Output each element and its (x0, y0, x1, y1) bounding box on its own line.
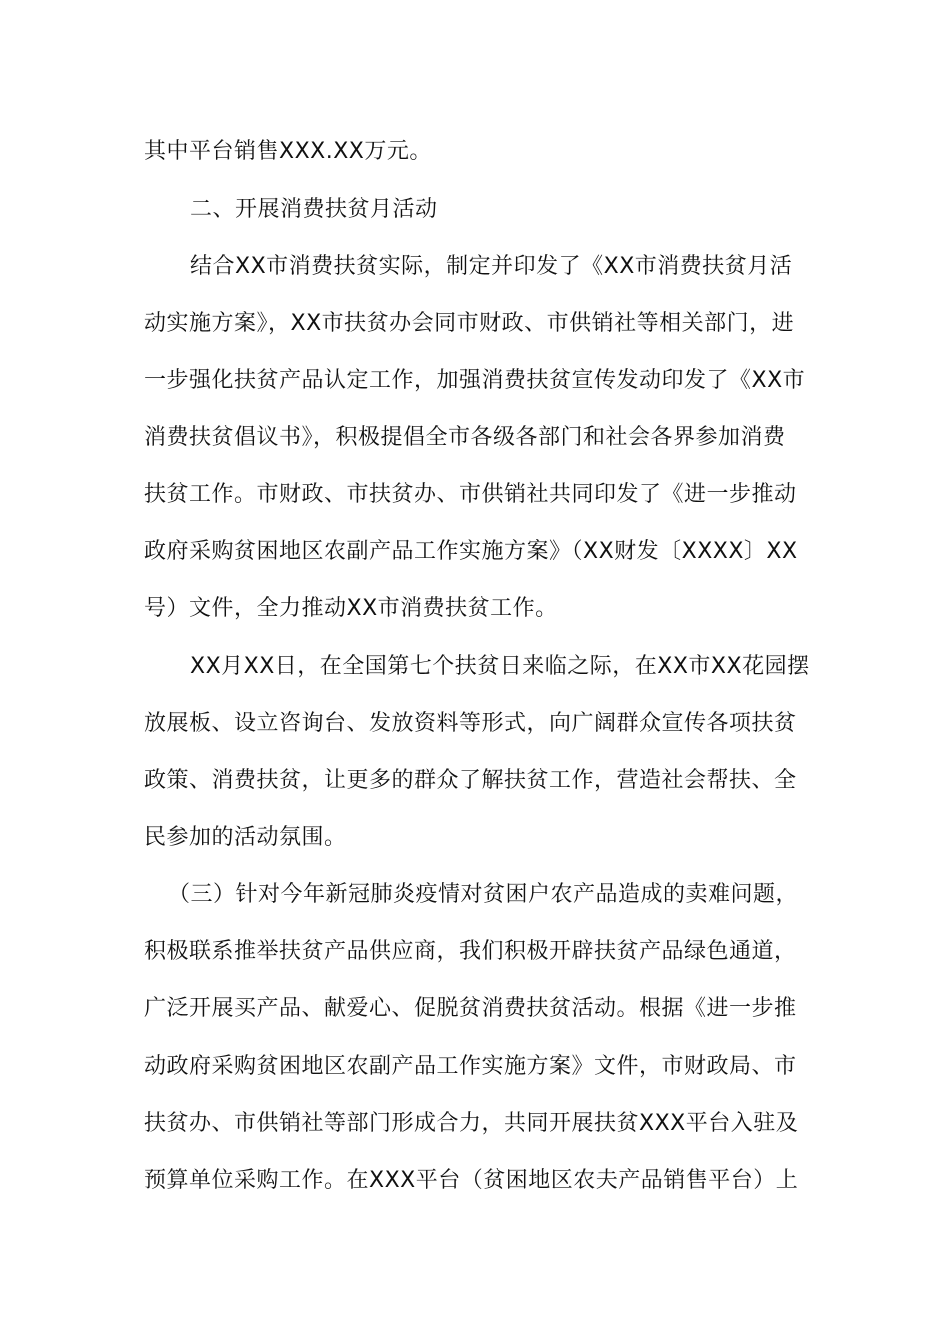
text-line-1: 其中平台销售XXX.XX万元。 (144, 139, 432, 164)
text-line-14: （三）针对今年新冠肺炎疫情对贫困户农产品造成的卖难问题， (168, 882, 799, 907)
text-line-19: 预算单位采购工作。在XXX平台（贫困地区农夫产品销售平台）上 (144, 1168, 799, 1193)
text-line-18: 扶贫办、市供销社等部门形成合力，共同开展扶贫XXX平台入驻及 (144, 1111, 799, 1136)
section-heading: 二、开展消费扶贫月活动 (190, 197, 438, 222)
text-line-15: 积极联系推举扶贫产品供应商，我们积极开辟扶贫产品绿色通道， (144, 939, 797, 964)
text-line-12: 政策、消费扶贫，让更多的群众了解扶贫工作，营造社会帮扶、全 (144, 768, 797, 793)
text-line-9: 号）文件，全力推动XX市消费扶贫工作。 (144, 596, 558, 621)
text-line-8: 政府采购贫困地区农副产品工作实施方案》（XX财发〔XXXX〕XX (144, 539, 798, 564)
text-line-13: 民参加的活动氛围。 (144, 825, 347, 850)
text-line-11: 放展板、设立咨询台、发放资料等形式，向广阔群众宣传各项扶贫 (144, 711, 797, 736)
text-line-3: 结合XX市消费扶贫实际，制定并印发了《XX市消费扶贫月活 (190, 254, 793, 279)
text-line-16: 广泛开展买产品、献爱心、促脱贫消费扶贫活动。根据《进一步推 (144, 996, 797, 1021)
text-line-7: 扶贫工作。市财政、市扶贫办、市供销社共同印发了《进一步推动 (144, 482, 797, 507)
text-line-5: 一步强化扶贫产品认定工作，加强消费扶贫宣传发动印发了《XX市 (144, 368, 806, 393)
text-line-4: 动实施方案》，XX市扶贫办会同市财政、市供销社等相关部门，进 (144, 311, 795, 336)
text-line-17: 动政府采购贫困地区农副产品工作实施方案》文件，市财政局、市 (144, 1054, 797, 1079)
text-line-10: XX月XX日，在全国第七个扶贫日来临之际，在XX市XX花园摆 (190, 654, 810, 679)
text-line-6: 消费扶贫倡议书》，积极提倡全市各级各部门和社会各界参加消费 (144, 425, 786, 450)
